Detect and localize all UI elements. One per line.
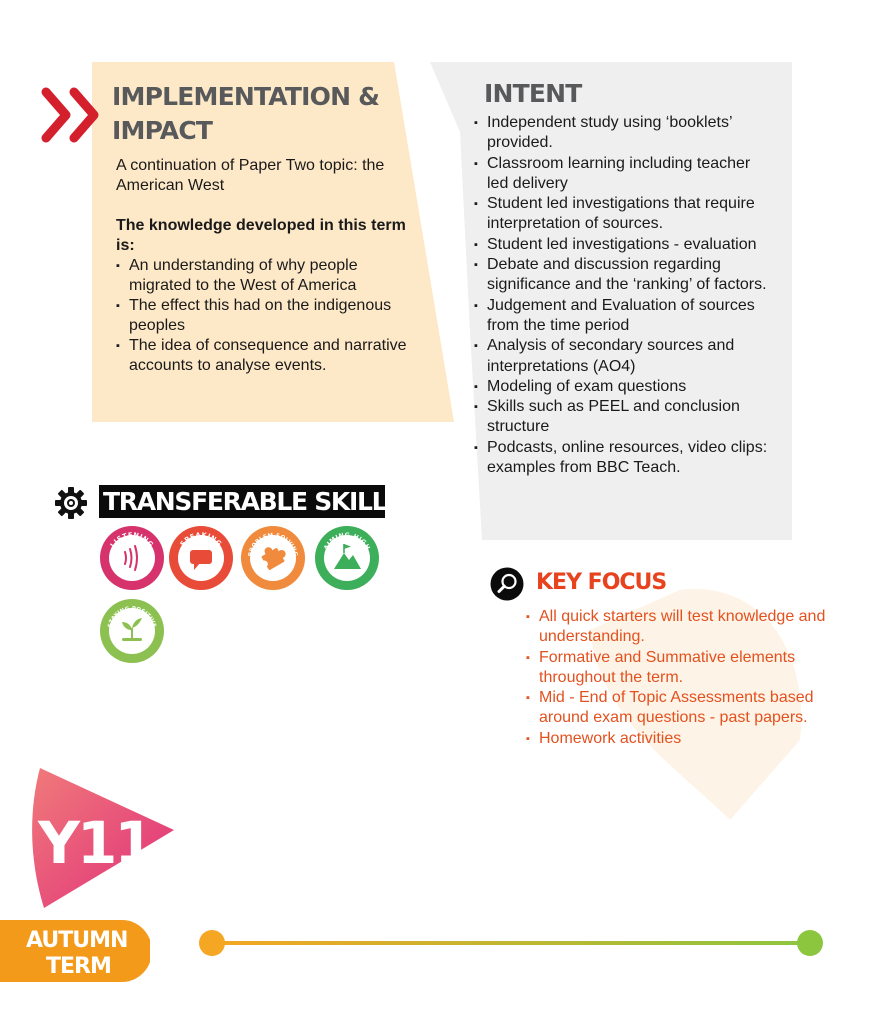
skill-badge-label: LISTENING xyxy=(108,530,156,549)
year-badge xyxy=(24,768,180,908)
skill-badge-aiming-high xyxy=(314,525,380,591)
implementation-title-line1: IMPLEMENTATION & xyxy=(112,82,380,111)
term-badge xyxy=(0,920,150,982)
skill-badge-label: PROBLEM SOLVING xyxy=(247,532,299,558)
intent-item: ▪ Judgement and Evaluation of sources from the time period xyxy=(474,296,774,337)
skill-badge-problem-solving xyxy=(240,525,306,591)
timeline-bar xyxy=(196,926,828,960)
intent-item: ▪ Modeling of exam questions xyxy=(474,377,774,397)
implementation-title xyxy=(112,80,412,148)
key-focus-list xyxy=(526,607,826,749)
knowledge-item: ▪ The idea of consequence and narrative accounts to analyse events. xyxy=(116,336,416,376)
skill-badge-speaking xyxy=(168,525,234,591)
knowledge-item: ▪ The effect this had on the indigenous peoples xyxy=(116,296,416,336)
skill-badge-label: SPEAKING xyxy=(178,530,224,548)
intent-item: ▪ Skills such as PEEL and conclusion structure xyxy=(474,397,774,438)
implementation-intro: A continuation of Paper Two topic: the American West xyxy=(116,157,385,194)
skill-badge-label: STAYING POSITIVE xyxy=(107,605,157,629)
transferable-skills-title: TRANSFERABLE SKILLS: xyxy=(99,485,385,518)
key-focus-item: ▪ Mid - End of Topic Assessments based around exam questions - past papers. xyxy=(526,688,826,729)
key-focus-title: KEY FOCUS xyxy=(536,570,667,595)
intent-item: ▪ Debate and discussion regarding significance and the ‘ranking’ of factors. xyxy=(474,255,774,296)
timeline-end-dot xyxy=(797,930,823,956)
intent-item: ▪ Podcasts, online resources, video clips: examples from BBC Teach. xyxy=(474,438,774,479)
double-chevron-icon xyxy=(40,82,106,148)
intent-item: ▪ Independent study using ‘booklets’ provided. xyxy=(474,113,774,154)
intent-list xyxy=(474,113,774,478)
intent-item: ▪ Classroom learning including teacher led delivery xyxy=(474,154,774,195)
key-focus-item: ▪ Formative and Summative elements throughout the term. xyxy=(526,648,826,689)
knowledge-heading: The knowledge developed in this term is: xyxy=(116,217,406,254)
key-focus-item: ▪ Homework activities xyxy=(526,729,826,749)
year-label: Y11 xyxy=(38,809,152,877)
term-line2: TERM xyxy=(46,954,111,979)
term-line1: AUTUMN xyxy=(26,928,128,953)
implementation-content xyxy=(116,156,416,376)
skill-badge-staying-positive xyxy=(99,598,165,664)
intent-item: ▪ Student led investigations - evaluation xyxy=(474,235,774,255)
gear-icon xyxy=(54,486,88,520)
knowledge-list xyxy=(116,256,416,376)
timeline-start-dot xyxy=(199,930,225,956)
intent-item: ▪ Analysis of secondary sources and interpretations (AO4) xyxy=(474,336,774,377)
skill-badge-label: AIMING HIGH xyxy=(322,531,372,552)
implementation-title-line2: IMPACT xyxy=(112,116,213,145)
skill-badge-listening xyxy=(99,525,165,591)
intent-title: INTENT xyxy=(484,79,582,108)
magnifier-icon xyxy=(490,567,524,601)
key-focus-item: ▪ All quick starters will test knowledge and understanding. xyxy=(526,607,826,648)
knowledge-item: ▪ An understanding of why people migrated to the West of America xyxy=(116,256,416,296)
intent-item: ▪ Student led investigations that require interpretation of sources. xyxy=(474,194,774,235)
